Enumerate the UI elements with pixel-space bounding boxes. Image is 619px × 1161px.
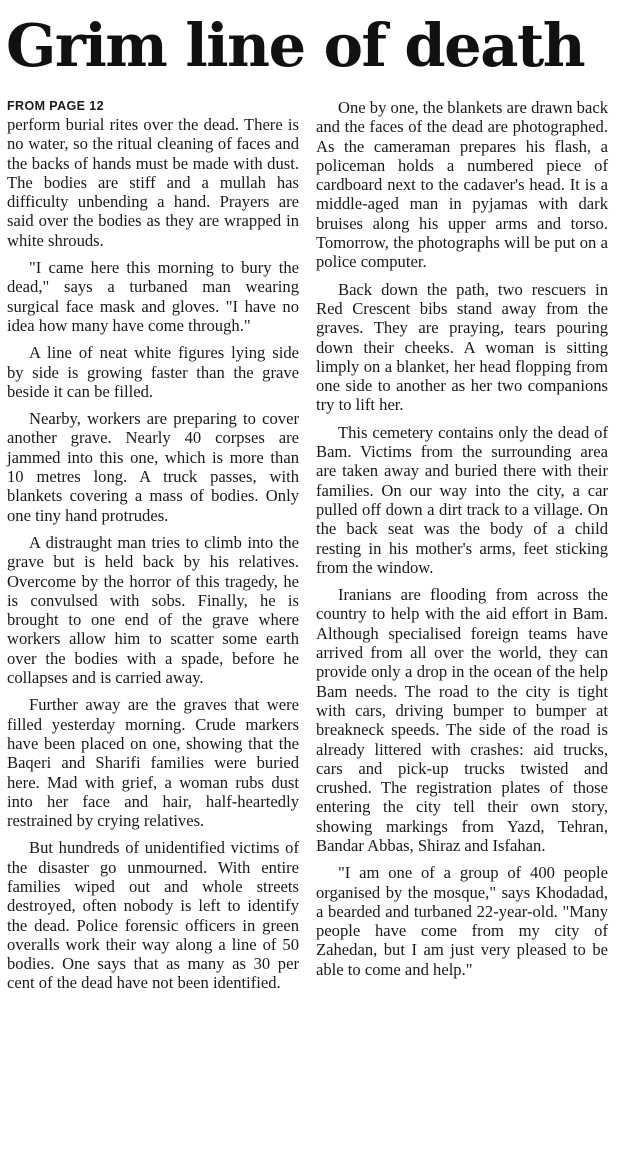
paragraph: Back down the path, two rescuers in Red Crescent bibs stand away from the graves. They are praying, tears pouring down their cheeks. A woman is sitting limply on a blanket, her head flopping from one side to another as her two companions try to lift her.	[316, 279, 608, 415]
headline: Grim line of death	[6, 11, 585, 80]
paragraph: This cemetery contains only the dead of Bam. Victims from the surrounding area are taken away and buried there with their families. On our way into the city, a car pulled off down a dirt track to a village. On the back seat was the body of a child resting in his mother's arms, feet sticking from the window.	[316, 422, 608, 577]
paragraph: Nearby, workers are preparing to cover another grave. Nearly 40 corpses are jammed into this one, which is more than 10 metres long. A truck passes, with blankets covering a mass of bodies. Only one tiny hand protrudes.	[7, 409, 299, 525]
paragraph: A line of neat white figures lying side by side is growing faster than the grave beside it can be filled.	[7, 343, 299, 401]
paragraph: Iranians are flooding from across the country to help with the aid effort in Bam. Although specialised foreign teams have arrived from all over the world, they can provide only a drop in the ocean of the help Bam needs. The road to the city is tight with cars, driving bumper to bumper at breakneck speeds. The side of the road is already littered with crashes: aid trucks, cars and pick-up trucks twisted and crushed. The registration plates of those entering the city tell their own story, showing markings from Yazd, Tehran, Bandar Abbas, Shiraz and Isfahan.	[316, 585, 608, 855]
paragraph: "I am one of a group of 400 people organised by the mosque," says Khodadad, a bearded and turbaned 22-year-old. "Many people have come from my city of Zahedan, but I am just very pleased to be able to come and help."	[316, 863, 608, 979]
paragraph: But hundreds of unidentified victims of the disaster go unmourned. With entire families wiped out and whole streets destroyed, often nobody is left to identify the dead. Police forensic officers in green overalls work their way along a line of 50 bodies. One says that as many as 30 per cent of the dead have not been identified.	[7, 838, 299, 993]
paragraph: One by one, the blankets are drawn back and the faces of the dead are photographed. As the cameraman prepares his flash, a policeman holds a numbered piece of cardboard next to the cadaver's head. It is a middle-aged man in pyjamas with dark bruises along his upper arms and torso. Tomorrow, the photographs will be put on a police computer.	[316, 98, 609, 272]
paragraph: perform burial rites over the dead. There is no water, so the ritual cleaning of faces and the backs of hands must be made with dust. The bodies are stiff and a mullah has difficulty unbending a hand. Prayers are said over the bodies as they are wrapped in white shrouds.	[7, 115, 299, 250]
article-column-left	[7, 98, 299, 1001]
continued-from-kicker: FROM PAGE 12	[7, 99, 104, 113]
paragraph: A distraught man tries to climb into the grave but is held back by his relatives. Overcome by the horror of this tragedy, he is convulsed with sobs. Finally, he is brought to one end of the grave where workers allow him to scatter some earth over the bodies with a spade, before he collapses and is carried away.	[7, 532, 299, 688]
paragraph: Further away are the graves that were filled yesterday morning. Crude markers have been placed on one, showing that the Baqeri and Sharifi families were buried here. Mad with grief, a woman rubs dust into her face and hair, half-heartedly restrained by crying relatives.	[7, 695, 299, 831]
paragraph: "I came here this morning to bury the dead," says a turbaned man wearing surgical face mask and gloves. "I have no idea how many have come through."	[7, 258, 299, 335]
article-column-right	[316, 98, 608, 987]
